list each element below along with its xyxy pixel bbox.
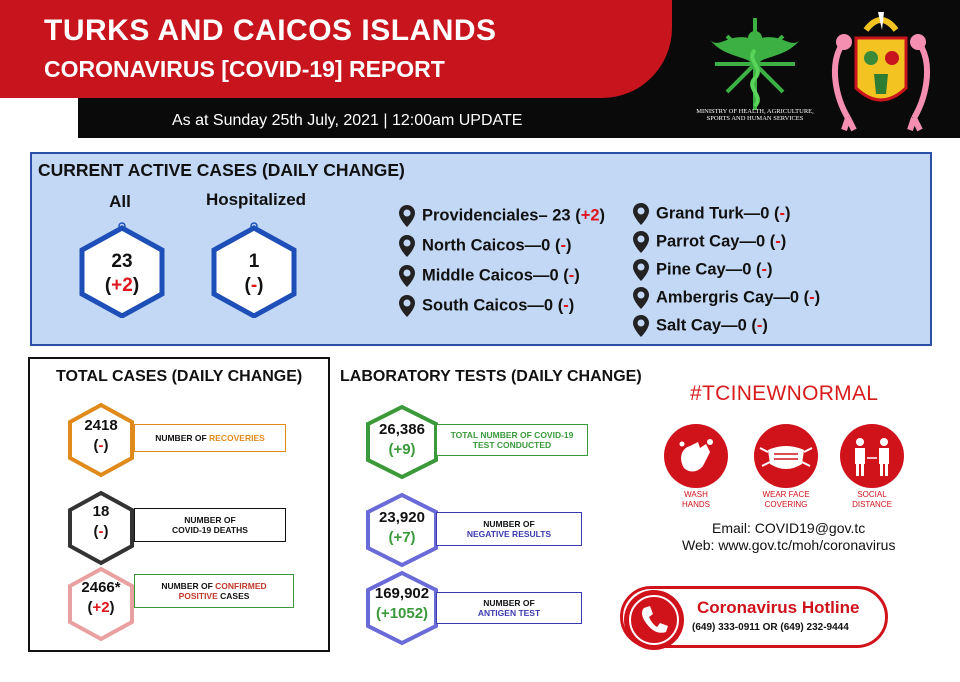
location-pin-icon [632,314,650,338]
island-item [632,258,772,282]
island-change: (-) [557,296,575,315]
negative-change: (+7) [388,529,416,546]
location-pin-icon [398,294,416,318]
island-name: Ambergris Cay—0 [656,288,804,307]
island-name: Providenciales– 23 [422,206,576,225]
negative-note: NUMBER OF NEGATIVE RESULTS [436,512,582,546]
lab-tests-title: LABORATORY TESTS (DAILY CHANGE) [340,368,642,385]
face-mask-icon [754,424,818,488]
all-active-change: (+2) [104,275,140,296]
social-distance-caption: SOCIAL DISTANCE [852,490,892,509]
tests-note: TOTAL NUMBER OF COVID-19 TEST CONDUCTED [436,424,588,456]
island-name: Middle Caicos—0 [422,266,564,285]
island-change: (-) [803,288,821,307]
island-name: South Caicos—0 [422,296,558,315]
location-pin-icon [632,286,650,310]
island-item [632,230,786,254]
location-pin-icon [398,234,416,258]
hospitalized-value: 1 [248,251,260,272]
recoveries-value: 2418 [84,417,118,434]
island-change: (-) [773,204,791,223]
island-name: Pine Cay—0 [656,260,756,279]
island-change: (+2) [575,206,605,225]
confirmed-value: 2466* [81,579,121,596]
contact-email[interactable]: Email: COVID19@gov.tc [712,520,866,536]
island-item [632,202,790,226]
hotline-numbers: (649) 333-0911 OR (649) 232-9444 [692,622,849,633]
island-name: North Caicos—0 [422,236,555,255]
hospitalized-change: (-) [244,275,264,296]
island-item [398,204,605,228]
island-change: (-) [751,316,768,335]
tests-value: 26,386 [379,421,425,438]
social-distance-icon [840,424,904,488]
page-title: TURKS AND CAICOS ISLANDS [44,14,497,47]
hospitalized-label: Hospitalized [205,190,307,209]
negative-value: 23,920 [379,509,425,526]
wash-hands-icon [664,424,728,488]
island-item [632,314,768,338]
island-name: Grand Turk—0 [656,204,774,223]
all-label: All [109,192,131,211]
location-pin-icon [632,202,650,226]
hashtag: #TCINEWNORMAL [690,382,879,405]
location-pin-icon [398,264,416,288]
hotline-title: Coronavirus Hotline [697,598,860,617]
island-name: Salt Cay—0 [656,316,752,335]
location-pin-icon [632,258,650,282]
deaths-note: NUMBER OF COVID-19 DEATHS [134,508,286,542]
island-item [398,234,571,258]
confirmed-note: NUMBER OF CONFIRMED POSITIVE CASES [134,574,294,608]
face-mask-caption: WEAR FACE COVERING [762,490,810,509]
tests-change: (+9) [388,441,416,458]
recoveries-change: (-) [93,437,109,454]
page-subtitle: CORONAVIRUS [COVID-19] REPORT [44,56,445,82]
update-date: As at Sunday 25th July, 2021 | 12:00am UPDATE [172,112,523,129]
island-item [398,264,580,288]
location-pin-icon [398,204,416,228]
confirmed-change: (+2) [87,599,115,616]
deaths-value: 18 [92,503,110,520]
wash-hands-caption: WASH HANDS [681,490,710,509]
ministry-caption: MINISTRY OF HEALTH, AGRICULTURE, SPORTS AND HUMAN SERVICES [696,108,814,123]
island-item [632,286,820,310]
antigen-value: 169,902 [374,585,430,602]
deaths-change: (-) [93,523,109,540]
island-name: Parrot Cay—0 [656,232,770,251]
antigen-note: NUMBER OF ANTIGEN TEST [436,592,582,624]
phone-icon [624,590,684,650]
all-active-value: 23 [111,251,133,272]
location-pin-icon [632,230,650,254]
coat-of-arms-icon [826,8,936,132]
antigen-change: (+1052) [375,605,429,622]
island-change: (-) [769,232,787,251]
recoveries-note: NUMBER OF RECOVERIES [134,424,286,452]
contact-web[interactable]: Web: www.gov.tc/moh/coronavirus [682,537,896,553]
island-change: (-) [563,266,580,285]
island-change: (-) [755,260,773,279]
total-cases-title: TOTAL CASES (DAILY CHANGE) [56,368,303,385]
island-item [398,294,574,318]
island-change: (-) [554,236,572,255]
active-cases-title: CURRENT ACTIVE CASES (DAILY CHANGE) [38,160,405,180]
